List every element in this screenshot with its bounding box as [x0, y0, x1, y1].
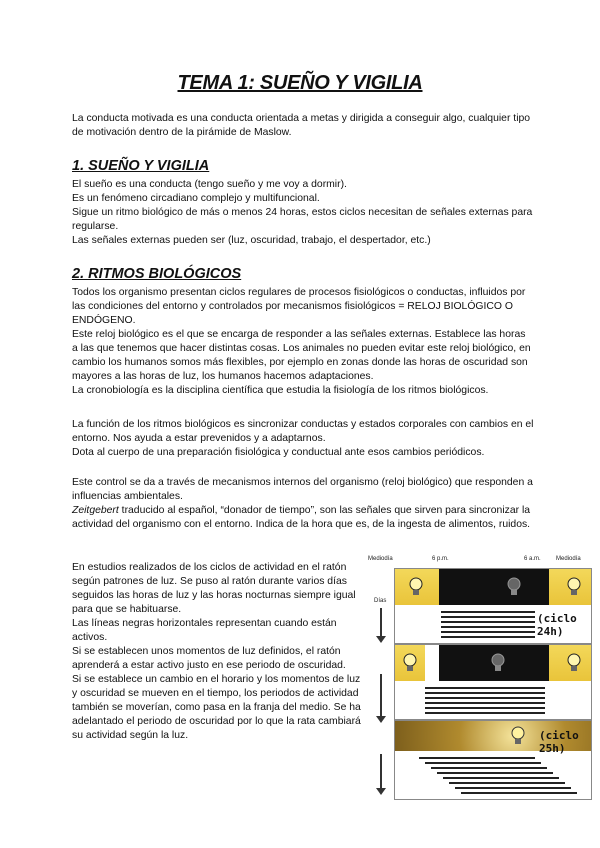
- cycle-24h-label: (ciclo 24h): [535, 611, 591, 639]
- panel-shifted: [394, 644, 592, 720]
- cycle-25h-label: (ciclo 25h): [539, 729, 579, 755]
- activity-line: [461, 792, 577, 794]
- days-arrow-head-1: [376, 636, 386, 643]
- activity-line: [425, 697, 545, 699]
- days-arrow-2: [380, 674, 382, 718]
- study-p1: En estudios realizados de los ciclos de actividad en el ratón según patrones de luz. Se puso al ratón durante varios días seguidos las horas de luz y las horas nocturnas siempre igual para que se habituarse.: [72, 562, 356, 615]
- activity-line: [425, 707, 545, 709]
- zeitgebert-term: Zeitgebert: [72, 505, 119, 516]
- activity-line: [425, 692, 545, 694]
- activity-line: [441, 616, 547, 618]
- section2-p5: Dota al cuerpo de una preparación fisiológica y conductual ante esos cambios periódicos.: [72, 447, 485, 458]
- study-p4: Si se establece un cambio en el horario y los momentos de luz y oscuridad se mueven en el tiempo, los periodos de actividad también se moverían, como pasa en la franja del medio. Se ha adelantado el periodo de oscuridad por lo que la rata cambiará su actividad según la luz.: [72, 674, 361, 741]
- study-p3: Si se establecen unos momentos de luz definidos, el ratón aprenderá a estar activo justo en ese periodo de oscuridad.: [72, 646, 346, 671]
- bulb-dim-icon: [511, 726, 525, 746]
- section2-body-a: [72, 286, 534, 398]
- bulb-on-icon: [403, 653, 417, 673]
- activity-line: [419, 757, 535, 759]
- bulb-off-icon: [507, 577, 521, 597]
- activity-line: [441, 626, 547, 628]
- panel-25h: [394, 720, 592, 800]
- section2-p6: Este control se da a través de mecanismos internos del organismo (reloj biológico) que responden a influencias ambientales.: [72, 477, 533, 502]
- section2-body-b: [72, 418, 534, 460]
- study-text: [72, 561, 368, 743]
- section2-p7: [72, 504, 534, 532]
- days-arrow-head-3: [376, 788, 386, 795]
- days-arrow-head-2: [376, 716, 386, 723]
- activity-line: [431, 767, 547, 769]
- bulb-on-icon: [409, 577, 423, 597]
- activity-figure: [364, 556, 590, 802]
- activity-line: [437, 772, 553, 774]
- activity-line: [449, 782, 565, 784]
- activity-line: [425, 712, 545, 714]
- section2-heading: 2. RITMOS BIOLÓGICOS: [72, 266, 242, 282]
- activity-line: [443, 777, 559, 779]
- section2-p3: La cronobiología es la disciplina científica que estudia la fisiología de los ritmos biológicos.: [72, 385, 489, 396]
- light-period: [425, 645, 439, 681]
- section1-body: [72, 178, 534, 248]
- label-days: Días: [374, 598, 387, 604]
- section1-line: Las señales externas pueden ser (luz, oscuridad, trabajo, el despertador, etc.): [72, 235, 431, 246]
- days-arrow-1: [380, 608, 382, 638]
- activity-line: [441, 631, 547, 633]
- light-dark-row-1: [395, 569, 591, 605]
- section1-line: Sigue un ritmo biológico de más o menos 24 horas, estos ciclos necesitan de señales externas para regularse.: [72, 207, 533, 232]
- label-6pm: 6 p.m.: [432, 556, 449, 562]
- page-title: TEMA 1: SUEÑO Y VIGILIA: [177, 72, 423, 94]
- activity-line: [441, 636, 547, 638]
- bulb-off-icon: [491, 653, 505, 673]
- panel-24h: [394, 568, 592, 644]
- label-noon-left: Mediodía: [368, 556, 393, 562]
- label-noon-right: Mediodía: [556, 556, 581, 562]
- study-p2: Las líneas negras horizontales representan cuando están activos.: [72, 618, 337, 643]
- section1-line: Es un fenómeno circadiano complejo y multifuncional.: [72, 193, 320, 204]
- dark-period: [439, 569, 549, 605]
- section2-p1: Todos los organismo presentan ciclos regulares de procesos fisiológicos o conductas, influidos por las condiciones del entorno y controlados por mecanismos fisiológicos = RELOJ BIOLÓGICO O ENDÓGENO.: [72, 287, 526, 326]
- section2-p4: La función de los ritmos biológicos es sincronizar conductas y estados corporales con cambios en el entorno. Nos ayuda a estar prevenidos y a adaptarnos.: [72, 419, 534, 444]
- section1-heading: 1. SUEÑO Y VIGILIA: [72, 158, 210, 174]
- activity-line: [441, 621, 547, 623]
- activity-line: [425, 702, 545, 704]
- bulb-on-icon: [567, 577, 581, 597]
- days-arrow-3: [380, 754, 382, 790]
- activity-line: [425, 687, 545, 689]
- section2-body-c: [72, 476, 534, 532]
- zeitgebert-definition: traducido al español, “donador de tiempo”, son las señales que sirven para sincronizar la actividad del organismo con el entorno. Indica de la hora que es, de la ingesta de alimentos, ruidos.: [72, 505, 531, 530]
- section1-line: El sueño es una conducta (tengo sueño y me voy a dormir).: [72, 179, 347, 190]
- activity-line: [441, 611, 547, 613]
- intro-paragraph: [72, 112, 534, 140]
- intro-text: La conducta motivada es una conducta orientada a metas y dirigida a conseguir algo, cualquier tipo de motivación dentro de la pirámide de Maslow.: [72, 113, 531, 138]
- activity-line: [425, 762, 541, 764]
- label-6am: 6 a.m.: [524, 556, 541, 562]
- section2-p2: Este reloj biológico es el que se encarga de responder a las señales externas. Establece las horas a las que tenemos que hacer distintas cosas. Los animales no pueden evitar este reloj biológico, en cambio los humanos somos más flexibles, por ejemplo en zonas donde las horas de oscuridad son mayores a las horas de luz, los humanos hacemos adaptaciones.: [72, 329, 531, 382]
- activity-line: [455, 787, 571, 789]
- bulb-on-icon: [567, 653, 581, 673]
